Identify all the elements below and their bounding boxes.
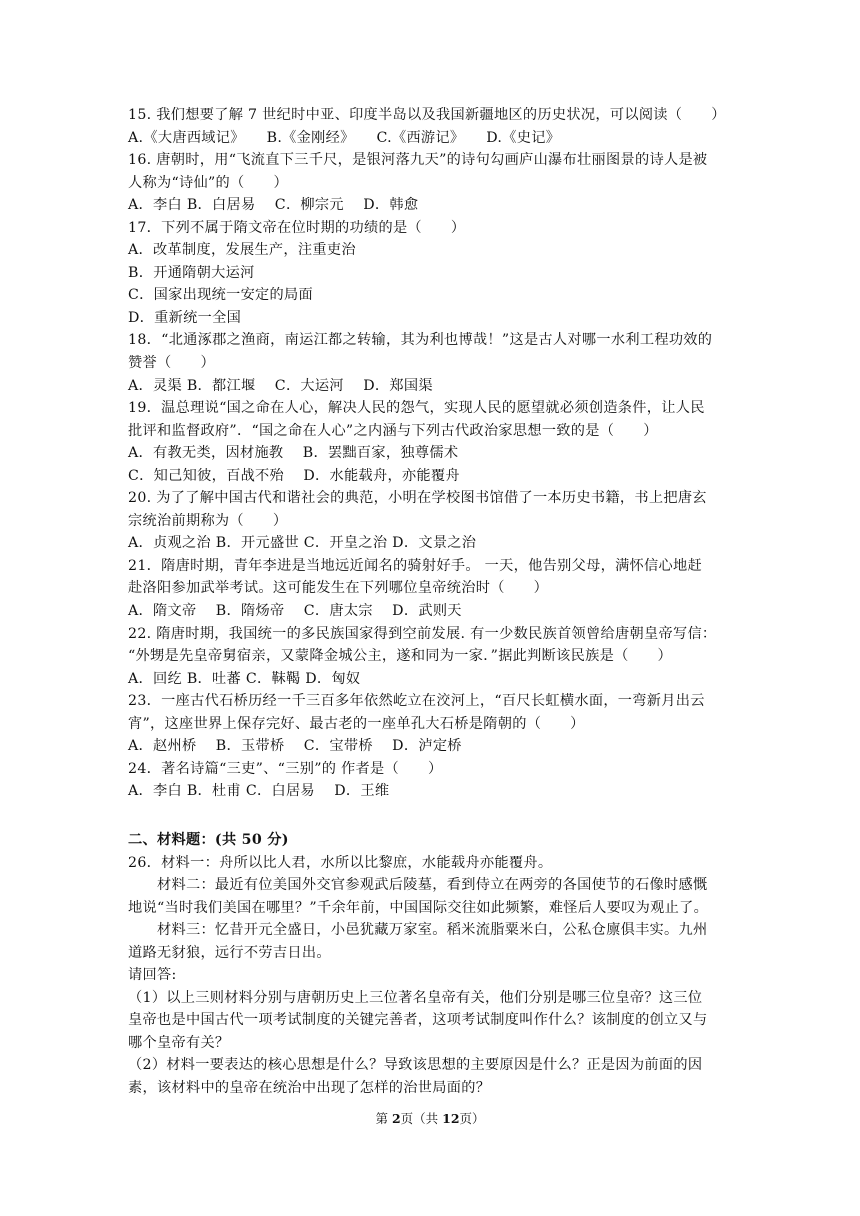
section-title: 二、材料题：(共 50 分) [128, 831, 289, 848]
text-line: A．赵州桥 B．玉带桥 C．宝带桥 D．泸定桥 [128, 738, 462, 755]
text-line: 请回答: [128, 967, 177, 984]
material-questions [128, 852, 734, 1100]
text-line: 人称为“诗仙”的（ ） [128, 174, 288, 191]
text-line: A．改革制度，发展生产，注重吏治 [128, 242, 356, 259]
text-line: 16. 唐朝时，用“飞流直下三千尺，是银河落九天”的诗句勾画庐山瀑布壮丽图景的诗人是被 [128, 152, 708, 169]
text-line: A．回纥 B．吐蕃 C．靺鞨 D．匈奴 [128, 670, 361, 687]
text-line: 道路无豺狼，远行不劳吉日出。 [128, 944, 331, 961]
footer-suffix: 页） [459, 1111, 485, 1126]
text-line: A.《大唐西域记》 B.《金刚经》 C.《西游记》 D.《史记》 [128, 129, 561, 146]
text-line: 15. 我们想要了解 7 世纪时中亚、印度半岛以及我国新疆地区的历史状况，可以阅读（ ） [128, 107, 726, 123]
text-line: 26．材料一：舟所以比人君，水所以比黎庶，水能载舟亦能覆舟。 [128, 854, 553, 871]
text-line: 哪个皇帝有关？ [128, 1034, 230, 1051]
multiple-choice-questions [128, 104, 734, 803]
text-line: （2）材料一要表达的核心思想是什么？导致该思想的主要原因是什么？正是因为前面的因 [128, 1057, 703, 1074]
footer-page-number: 2 [391, 1111, 401, 1126]
text-line: “外甥是先皇帝舅宿亲，又蒙降金城公主，遂和同为一家．”据此判断该民族是（ ） [128, 648, 673, 665]
text-line: 23．一座古代石桥历经一千三百多年依然屹立在洨河上，“百尺长虹横水面，一弯新月出云 [128, 693, 705, 710]
text-line: A．贞观之治 B．开元盛世 C．开皇之治 D．文景之治 [128, 535, 477, 552]
text-line: B．开通隋朝大运河 [128, 264, 255, 281]
text-line: 17．下列不属于隋文帝在位时期的功绩的是（ ） [128, 219, 466, 236]
text-line: A．李白 B．白居易 C．柳宗元 D．韩愈 [128, 197, 419, 214]
text-line: 21．隋唐时期，青年李进是当地远近闻名的骑射好手。 一天，他告别父母，满怀信心地赶 [128, 557, 702, 574]
page-footer [0, 1109, 860, 1127]
text-line: 18．“北通涿郡之渔商，南运江都之转输，其为利也博哉！”这是古人对哪一水利工程功效的 [128, 332, 713, 349]
text-line: 20. 为了了解中国古代和谐社会的典范，小明在学校图书馆借了一本历史书籍，书上把唐玄 [128, 490, 707, 507]
text-line: 皇帝也是中国古代一项考试制度的关键完善者，这项考试制度叫作什么？该制度的创立又与 [128, 1012, 708, 1029]
text-line: A．灵渠 B．都江堰 C．大运河 D．郑国渠 [128, 377, 433, 394]
text-line: 22. 隋唐时期，我国统一的多民族国家得到空前发展. 有一少数民族首领曾给唐朝皇帝写信： [128, 625, 717, 642]
text-line: C．知己知彼，百战不殆 D．水能载舟，亦能覆舟 [128, 467, 460, 484]
text-line: 赞誉（ ） [128, 355, 215, 372]
text-line: C．国家出现统一安定的局面 [128, 287, 314, 304]
text-line: 赴洛阳参加武举考试。这可能发生在下列哪位皇帝统治时（ ） [128, 580, 549, 597]
text-line: 材料二：最近有位美国外交官参观武后陵墓，看到侍立在两旁的各国使节的石像时感慨 [128, 877, 708, 894]
footer-total-pages: 12 [442, 1111, 460, 1126]
text-line: 宵”，这座世界上保存完好、最古老的一座单孔大石桥是隋朝的（ ） [128, 715, 585, 732]
section-gap [128, 803, 734, 829]
text-line: A．隋文帝 B．隋炀帝 C．唐太宗 D．武则天 [128, 603, 462, 620]
page-content [128, 104, 734, 1100]
text-line: 24．著名诗篇“三吏”、“三别”的 作者是（ ） [128, 760, 443, 777]
text-line: 地说“当时我们美国在哪里？”千余年前，中国国际交往如此频繁，难怪后人要叹为观止了。 [128, 899, 709, 916]
footer-middle: 页（共 [400, 1111, 443, 1126]
text-line: D．重新统一全国 [128, 309, 242, 326]
text-line: （1）以上三则材料分别与唐朝历史上三位著名皇帝有关，他们分别是哪三位皇帝？这三位 [128, 989, 703, 1006]
text-line: 批评和监督政府”．“国之命在人心”之内涵与下列古代政治家思想一致的是（ ） [128, 422, 658, 439]
text-line: 宗统治前期称为（ ） [128, 512, 288, 529]
footer-prefix: 第 [375, 1111, 392, 1126]
text-line: 19．温总理说“国之命在人心，解决人民的怨气，实现人民的愿望就必须创造条件，让人民 [128, 400, 705, 417]
text-line: A．李白 B．杜甫 C．白居易 D．王维 [128, 783, 390, 800]
text-line: A．有教无类，因材施教 B．罢黜百家，独尊儒术 [128, 445, 459, 462]
text-line: 材料三：忆昔开元全盛日，小邑犹藏万家室。稻米流脂粟米白，公私仓廪俱丰实。九州 [128, 922, 708, 939]
text-line: 素，该材料中的皇帝在统治中出现了怎样的治世局面的？ [128, 1079, 491, 1096]
